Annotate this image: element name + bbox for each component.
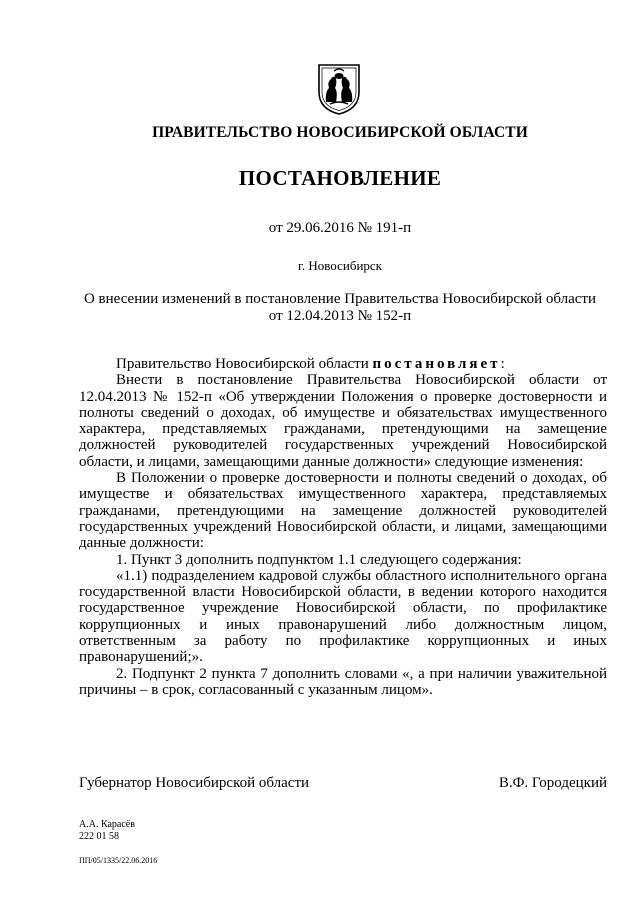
paragraph-5: 2. Подпункт 2 пункта 7 дополнить словами «, а при наличии уважительной причины – в срок, согласованный с указанным лицом». xyxy=(79,665,607,698)
document-subject xyxy=(0,291,640,325)
paragraph-2: В Положении о проверке достоверности и полноты сведений о доходах, об имуществе и обязательствах имущественного характера, представляемых гражданами, претендующими на замещение должностей руководителей государственных учреждений Новосибирской области, и лицами, замещающими данные должности: xyxy=(79,470,607,552)
executor-phone: 222 01 58 xyxy=(79,831,119,842)
document-id: ПП/05/1335/22.06.2016 xyxy=(79,856,158,865)
subject-line-1: О внесении изменений в постановление Правительства Новосибирской области xyxy=(83,291,597,307)
organization-title: ПРАВИТЕЛЬСТВО НОВОСИБИРСКОЙ ОБЛАСТИ xyxy=(152,124,528,141)
intro-decides: постановляет xyxy=(372,356,501,372)
signature-name: В.Ф. Городецкий xyxy=(498,775,607,791)
paragraph-3: 1. Пункт 3 дополнить подпунктом 1.1 следующего содержания: xyxy=(116,551,522,568)
document-body xyxy=(79,356,607,698)
subject-line-2: от 12.04.2013 № 152-п xyxy=(268,308,412,324)
intro-prefix: Правительство Новосибирской области xyxy=(116,356,373,372)
paragraph-1: Внести в постановление Правительства Новосибирской области от 12.04.2013 № 152-п «Об утверждении Положения о проверке достоверности и полноты сведений о доходах, об имуществе и обязательствах имущественного характера, представляемых гражданами, претендующими на замещение должностей руководителей государственных учреждений Новосибирской области, и лицами, замещающими данные должности» следующие изменения: xyxy=(79,372,607,470)
date-number-line: от 29.06.2016 № 191-п xyxy=(268,220,412,236)
paragraph-4: «1.1) подразделением кадровой службы областного исполнительного органа государственной власти Новосибирской области, в ведении которого находится государственное учреждение Новосибирской области, по профилактике коррупционных и иных правонарушений либо должностным лицом, ответственным за работу по профилактике коррупционных и иных правонарушений;». xyxy=(79,567,607,666)
coat-of-arms-icon xyxy=(316,62,362,116)
intro-paragraph xyxy=(79,356,607,372)
city-line: г. Новосибирск xyxy=(297,258,382,273)
executor-name: А.А. Карасёв xyxy=(79,819,135,830)
executor-block xyxy=(79,819,135,843)
document-type-title: ПОСТАНОВЛЕНИЕ xyxy=(238,166,442,190)
signature-position: Губернатор Новосибирской области xyxy=(79,775,310,791)
intro-suffix: : xyxy=(500,356,505,372)
